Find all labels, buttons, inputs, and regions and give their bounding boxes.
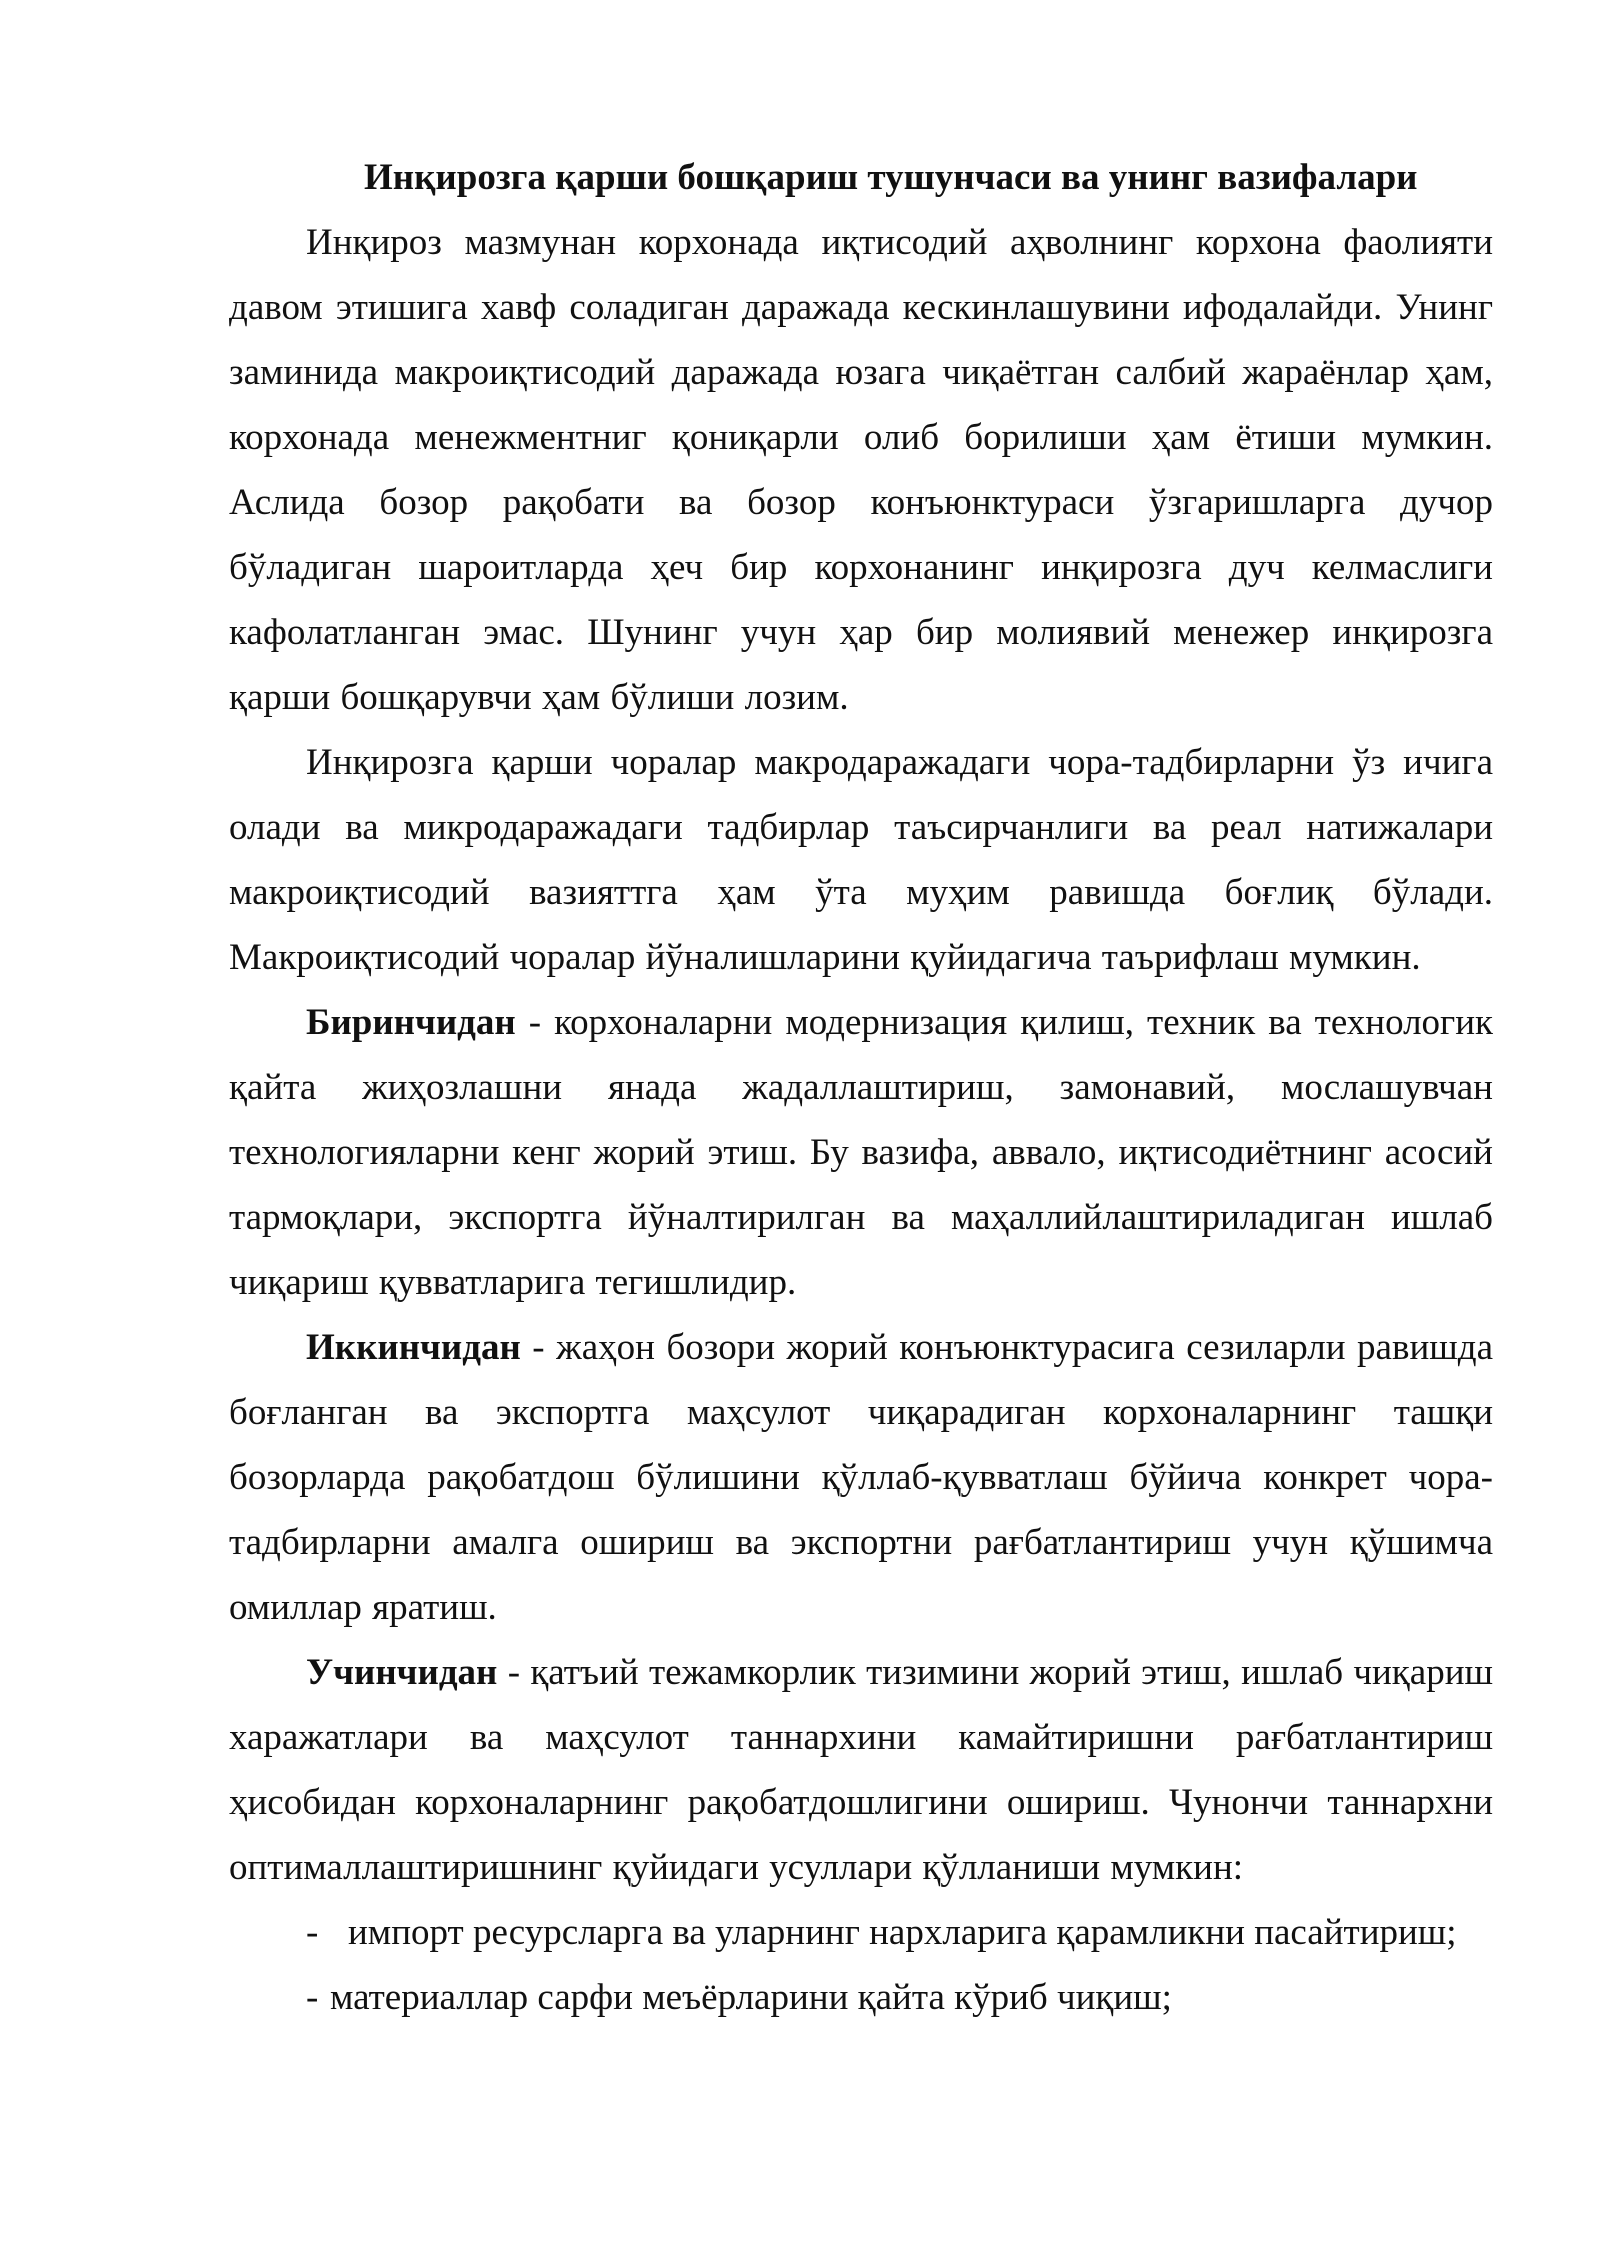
paragraph-lead-word: Биринчидан bbox=[306, 1002, 516, 1043]
list-item bbox=[229, 1965, 1493, 2030]
paragraph-text: - корхоналарни модернизация қилиш, техник ва технологик қайта жиҳозлашни янада жадаллаштириш, замонавий, мослашувчан технологияларни кенг жорий этиш. Бу вазифа, аввало, иқтисодиётнинг асосий тармоқлари, экспортга йўналтирилган ва маҳаллийлаштириладиган ишлаб чиқариш қувватларига тегишлидир. bbox=[229, 1002, 1493, 1303]
list-item-text: материаллар сарфи меъёрларини қайта кўриб чиқиш; bbox=[330, 1977, 1172, 2018]
paragraph-text: Инқироз мазмунан корхонада иқтисодий аҳволнинг корхона фаолияти давом этишига хавф соладиган даражада кескинлашувини ифодалайди. Унинг заминида макроиқтисодий даражада юзага чиқаётган салбий жараёнлар ҳам, корхонада менежментниг қониқарли олиб борилиши ҳам ётиши мумкин. Аслида бозор рақобати ва бозор конъюнктураси ўзгаришларга дучор бўладиган шароитларда ҳеч бир корхонанинг инқирозга дуч келмаслиги кафолатланган эмас. Шунинг учун ҳар бир молиявий менежер инқирозга қарши бошқарувчи ҳам бўлиши лозим. bbox=[229, 222, 1493, 718]
page-title: Инқирозга қарши бошқариш тушунчаси ва унинг вазифалари bbox=[364, 157, 1418, 198]
paragraph-first-direction bbox=[229, 990, 1493, 1315]
list-item-text: импорт ресурсларга ва уларнинг нархларига қарамликни пасайтириш; bbox=[348, 1912, 1457, 1953]
document-body bbox=[229, 145, 1493, 2030]
list-item bbox=[229, 1900, 1493, 1965]
paragraph-crisis-definition bbox=[229, 210, 1493, 730]
paragraph-second-direction bbox=[229, 1315, 1493, 1640]
paragraph-text: - қатъий тежамкорлик тизимини жорий этиш, ишлаб чиқариш харажатлари ва маҳсулот таннархини камайтиришни рағбатлантириш ҳисобидан корхоналарнинг рақобатдошлигини ошириш. Чунончи таннархни оптималлаштиришнинг қуйидаги усуллари қўлланиши мумкин: bbox=[229, 1652, 1493, 1888]
paragraph-text: Инқирозга қарши чоралар макродаражадаги чора-тадбирларни ўз ичига олади ва микродаражадаги тадбирлар таъсирчанлиги ва реал натижалари макроиқтисодий вазияттга ҳам ўта муҳим равишда боғлиқ бўлади. Макроиқтисодий чоралар йўналишларини қуйидагича таърифлаш мумкин. bbox=[229, 742, 1493, 978]
paragraph-text: - жаҳон бозори жорий конъюнктурасига сезиларли равишда боғланган ва экспортга маҳсулот чиқарадиган корхоналарнинг ташқи бозорларда рақобатдош бўлишини қўллаб-қувватлаш бўйича конкрет чора-тадбирларни амалга ошириш ва экспортни рағбатлантириш учун қўшимча омиллар яратиш. bbox=[229, 1327, 1493, 1628]
paragraph-third-direction bbox=[229, 1640, 1493, 1900]
paragraph-lead-word: Учинчидан bbox=[306, 1652, 498, 1693]
list-item-marker: - bbox=[306, 1977, 319, 2018]
list-item-marker: - bbox=[306, 1912, 319, 1953]
paragraph-anti-crisis-measures bbox=[229, 730, 1493, 990]
paragraph-lead-word: Иккинчидан bbox=[306, 1327, 521, 1368]
